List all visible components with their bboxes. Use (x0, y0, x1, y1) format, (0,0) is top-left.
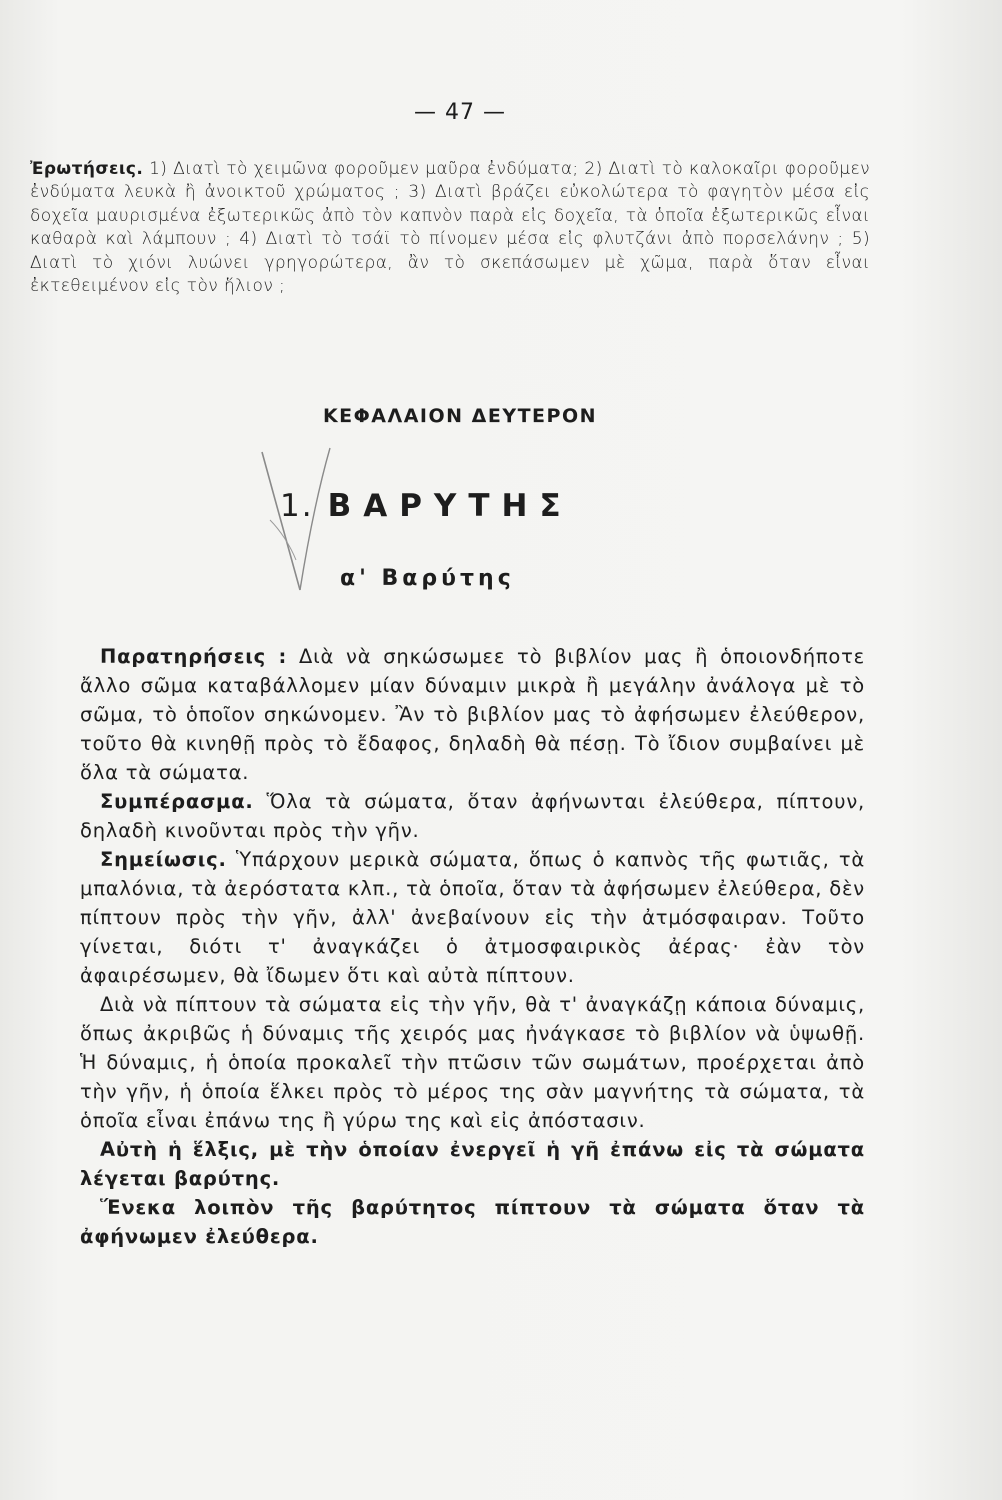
body-text (80, 642, 865, 1251)
observations-lead: Παρατηρήσεις : (100, 645, 288, 668)
force-paragraph: Διὰ νὰ πίπτουν τὰ σώματα εἰς τὴν γῆν, θὰ τ' ἀναγκάζῃ κάποια δύναμις, ὅπως ἀκριβῶς ἡ δύναμις τῆς χειρός μας ἠνάγκασε τὸ βιβλίον νὰ ὑψωθῇ. Ἡ δύναμις, ἡ ὁποία προκαλεῖ τὴν πτῶσιν τῶν σωμάτων, προέρχεται ἀπὸ τὴν γῆν, ἡ ὁποία ἕλκει πρὸς τὸ μέρος της σὰν μαγνήτης τὰ σώματα, τὰ ὁποῖα εἶναι ἐπάνω της ἢ γύρω της καὶ εἰς ἀπόστασιν. (80, 993, 865, 1132)
conclusion-text: Ὅλα τὰ σώματα, ὅταν ἀφήνωνται ἐλεύθερα, πίπτουν, δηλαδὴ κινοῦνται πρὸς τὴν γῆν. (80, 790, 866, 842)
note-lead: Σημείωσις. (100, 848, 227, 871)
section-number: 1. (280, 488, 314, 524)
note-paragraph (80, 845, 865, 990)
conclusion-lead: Συμπέρασμα. (100, 790, 254, 813)
definition-paragraph: Αὐτὴ ἡ ἕλξις, μὲ τὴν ὁποίαν ἐνεργεῖ ἡ γῆ ἐπάνω εἰς τὰ σώματα λέγεται βαρύτης. (80, 1138, 865, 1190)
conclusion-paragraph (80, 787, 865, 845)
page-number: — 47 — (414, 100, 506, 125)
observations-paragraph (80, 642, 865, 787)
observations-text: Διὰ νὰ σηκώσωμεε τὸ βιβλίον μας ἢ ὁποιονδήποτε ἄλλο σῶμα καταβάλλομεν μίαν δύναμιν μικρὰ ἢ μεγάλην ἀνάλογα μὲ τὸ σῶμα, τὸ ὁποῖον σηκώνομεν. Ἂν τὸ βιβλίον μας τὸ ἀφήσωμεν ἐλεύθερον, τοῦτο θὰ κινηθῇ πρὸς τὸ ἔδαφος, δηλαδὴ θὰ πέσῃ. Τὸ ἴδιον συμβαίνει μὲ ὅλα τὰ σώματα. (80, 645, 865, 784)
section-title-text: ΒΑΡΥΤΗΣ (327, 488, 573, 524)
questions-lead: Ἐρωτήσεις. (30, 159, 144, 179)
subsection-title: α' Βαρύτης (340, 566, 515, 591)
questions-text: 1) Διατὶ τὸ χειμῶνα φοροῦμεν μαῦρα ἐνδύματα; 2) Διατὶ τὸ καλοκαῖρι φοροῦμεν ἐνδύματα λευκὰ ἢ ἀνοικτοῦ χρώματος ; 3) Διατὶ βράζει εὐκολώτερα τὸ φαγητὸν μέσα εἰς δοχεῖα μαυρισμένα ἐξωτερικῶς ἀπὸ τὸν καπνὸν παρὰ εἰς δοχεῖα, τὰ ὁποῖα ἐξωτερικῶς εἶναι καθαρὰ καὶ λάμπουν ; 4) Διατὶ τὸ τσάϊ τὸ πίνομεν μέσα εἰς φλυτζάνι ἀπὸ πορσελάνην ; 5) Διατὶ τὸ χιόνι λυώνει γρηγορώτερα, ἂν τὸ σκεπάσωμεν μὲ χῶμα, παρὰ ὅταν εἶναι ἐκτεθειμένον εἰς τὸν ἥλιον ; (30, 159, 871, 297)
section-title (280, 488, 573, 524)
chapter-title: ΚΕΦΑΛΑΙΟΝ ΔΕΥΤΕΡΟΝ (322, 405, 598, 427)
note-text: Ὑπάρχουν μερικὰ σώματα, ὅπως ὁ καπνὸς τῆς φωτιᾶς, τὰ μπαλόνια, τὰ ἀερόστατα κλπ., τὰ ὁποῖα, ὅταν τὰ ἀφήσωμεν ἐλεύθερα, δὲν πίπτουν πρὸς τὴν γῆν, ἀλλ' ἀνεβαίνουν εἰς τὴν ἀτμόσφαιραν. Τοῦτο γίνεται, διότι τ' ἀναγκάζει ὁ ἀτμοσφαιρικὸς ἀέρας· ἐὰν τὸν ἀφαιρέσωμεν, θὰ ἴδωμεν ὅτι καὶ αὐτὰ πίπτουν. (80, 848, 866, 987)
result-paragraph: Ἕνεκα λοιπὸν τῆς βαρύτητος πίπτουν τὰ σώματα ὅταν τὰ ἀφήνωμεν ἐλεύθερα. (80, 1196, 865, 1248)
